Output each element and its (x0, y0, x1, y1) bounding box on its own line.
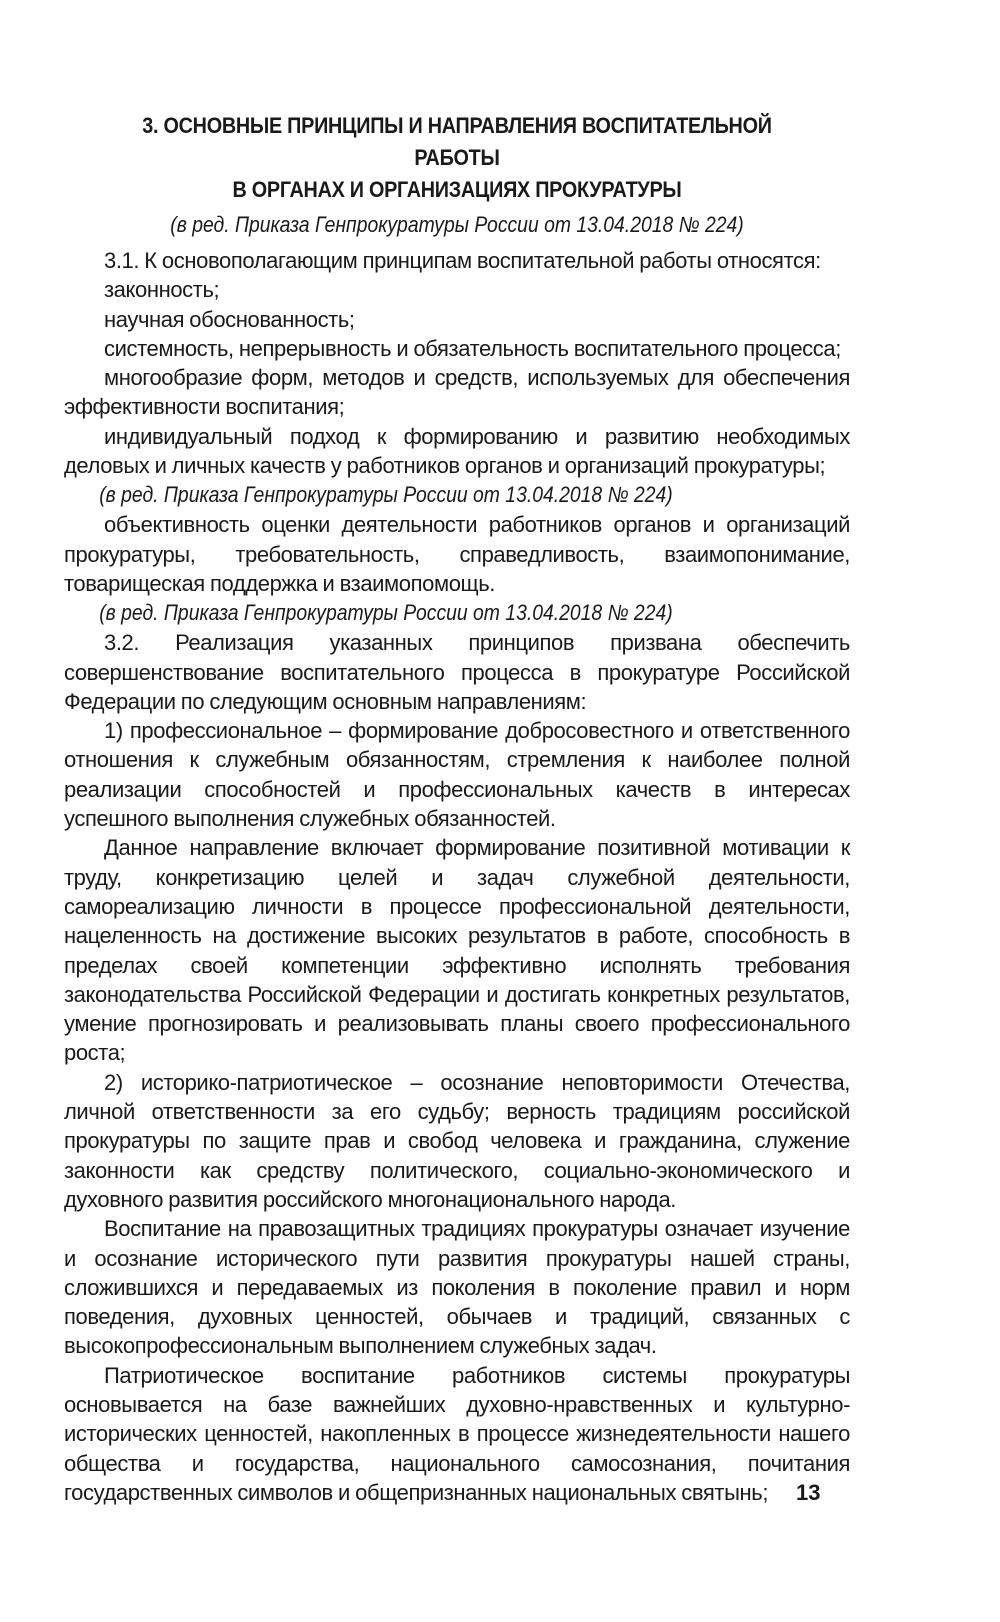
direction-patriotic-education: Патриотическое воспитание работников системы прокуратуры основывается на базе важнейших духовно-нравственных и культурно-исторических ценностей, накопленных в процессе жизнедеятельности нашего общества и государства, национального самосознания, почитания государственных символов и общепризнанных национальных святынь; (64, 1362, 850, 1505)
principle-systematic: системность, непрерывность и обязательность воспитательного процесса; (104, 335, 841, 361)
amendment-note-2: (в ред. Приказа Генпрокуратуры России от 13.04.2018 № 224) (99, 482, 673, 508)
principle-scientific: научная обоснованность; (104, 306, 355, 332)
direction-professional-details: Данное направление включает формирование позитивной мотивации к труду, конкретизацию целей и задач служебной деятельности, самореализацию личности в процессе профессиональной деятельности, нацеленность на достижение высоких результатов в работе, способность в пределах своей компетенции эффективно исполнять требования законодательства Российской Федерации и достигать конкретных результатов, умение прогнозировать и реализовывать планы своего профессионального роста; (64, 835, 850, 1066)
section-heading-line-1: 3. ОСНОВНЫЕ ПРИНЦИПЫ И НАПРАВЛЕНИЯ ВОСПИТАТЕЛЬНОЙ РАБОТЫ (142, 113, 772, 170)
page-number: 13 (796, 1480, 821, 1505)
principle-individual: индивидуальный подход к формированию и развитию необходимых деловых и личных качеств у работников органов и организаций прокуратуры; (64, 423, 850, 479)
section-heading-line-2: В ОРГАНАХ И ОРГАНИЗАЦИЯХ ПРОКУРАТУРЫ (232, 177, 682, 202)
paragraph-3-1: 3.1. К основополагающим принципам воспитательной работы относятся: (104, 248, 821, 273)
document-page (64, 110, 850, 1507)
direction-professional: 1) профессиональное – формирование добросовестного и ответственного отношения к служебным обязанностям, стремления к наиболее полной реализации способностей и профессиональных качеств в интересах успешного выполнения служебных обязанностей. (64, 718, 850, 832)
paragraph-3-2: 3.2. Реализация указанных принципов призвана обеспечить совершенствование воспитательного процесса в прокуратуре Российской Федерации по следующим основным направлениям: (64, 630, 850, 714)
principle-variety: многообразие форм, методов и средств, используемых для обеспечения эффективности воспитания; (64, 365, 850, 420)
direction-traditions: Воспитание на правозащитных традициях прокуратуры означает изучение и осознание исторического пути развития прокуратуры нашей страны, сложившихся и передаваемых из поколения в поколение правил и норм поведения, духовных ценностей, обычаев и традиций, связанных с высокопрофессиональным выполнением служебных задач. (64, 1216, 850, 1359)
principle-objectivity: объективность оценки деятельности работников органов и организаций прокуратуры, требовательность, справедливость, взаимопонимание, товарищеская поддержка и взаимопомощь. (64, 512, 850, 596)
amendment-note-heading: (в ред. Приказа Генпрокуратуры России от 13.04.2018 № 224) (170, 212, 744, 237)
amendment-note-3: (в ред. Приказа Генпрокуратуры России от 13.04.2018 № 224) (99, 600, 673, 626)
principle-legality: законность; (104, 277, 220, 303)
direction-historical-patriotic: 2) историко-патриотическое – осознание неповторимости Отечества, личной ответственности за его судьбу; верность традициям российской прокуратуры по защите прав и свобод человека и гражданина, служение законности как средству политического, социально-экономического и духовного развития российского многонационального народа. (64, 1069, 850, 1212)
